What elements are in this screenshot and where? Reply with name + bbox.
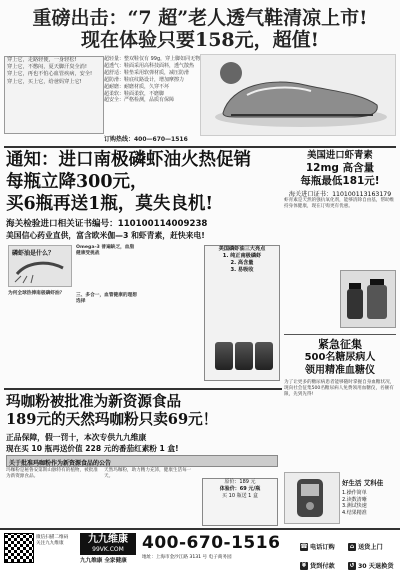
phone-icon: ☎ [300, 543, 308, 550]
krill-column-c [76, 293, 138, 306]
krill-photo [8, 245, 72, 287]
maca-column-b [104, 468, 196, 480]
service-badge-label: 电话订购 [310, 544, 335, 551]
krill-product-point: 1. 纯正南极磷虾 [222, 253, 262, 259]
service-badge-cod [300, 562, 348, 572]
service-badge-delivery [348, 543, 396, 553]
krill-oil-offer-line: 买6瓶再送1瓶，莫失良机! [6, 194, 214, 214]
shoe-order-phone: 订购热线：400—670—1516 [104, 136, 188, 143]
qr-caption-line: 关注九九维康 [36, 541, 64, 546]
feature-item: 超耐磨：耐磨材质，久穿不坏 [104, 83, 170, 90]
feature-item: 超轻量：整双鞋仅有 99g，穿上脚如同无物 [104, 56, 201, 62]
krill-column-c-heading: 三、多合一，血管健康的理想选择 [76, 293, 137, 305]
verse-line: 穿上它，再也不怕心血管疾病，安全! [7, 71, 93, 78]
krill-product-box-heading: 美国磷虾油三大亮点 [218, 246, 266, 252]
qr-code[interactable] [4, 533, 34, 563]
glucose-meter-subtitle: 500名糖尿病人 [304, 352, 376, 363]
astaxanthin-certificate: 海关进口证书：110100113163179 [288, 191, 392, 198]
service-badge-label: 30 天退换货 [358, 563, 394, 570]
maca-column-b-text: 天然玛咖粉，助力精力充沛，健康生活每一天。 [104, 468, 192, 480]
service-badge-label: 货到付款 [310, 563, 335, 570]
feature-item: 超透气：鞋面采用高科技面料，透气散热 [104, 62, 195, 69]
maca-body [6, 468, 278, 526]
yuan-icon: ¥ [301, 562, 307, 569]
feature-item: 超柔软：鞋面柔软，不磨脚 [104, 90, 165, 97]
verse-line: 穿上它，走路轻便，一身轻松! [7, 57, 77, 63]
return-icon: ↺ [349, 562, 355, 569]
glucose-meter-illustration [285, 473, 339, 523]
krill-oil-price-line: 每瓶立降300元， [6, 172, 148, 192]
shoe-photo [200, 54, 396, 136]
krill-product-point: 2. 高含量 [230, 260, 254, 266]
krill-column-b-heading: Omega-3 普遍缺乏，血脂健康受挑战 [76, 245, 135, 257]
glucose-meter-title: 紧急征集 [318, 338, 362, 351]
maca-price-box [202, 478, 278, 526]
service-badge-phone [300, 543, 348, 553]
krill-photo-label: 磷虾油是什么？ [12, 250, 55, 257]
glucose-feature-item: 3.测试快速 [342, 503, 367, 509]
shoe-verses-box [4, 56, 104, 134]
astaxanthin-price: 每瓶最低181元! [300, 175, 380, 187]
maca-notice-title: 关于批准玛咖粉作为新资源食品的公告 [9, 460, 112, 467]
glucose-meter-brand: 好生活 艾科佳 [342, 479, 384, 487]
shoe-feature-list [104, 56, 200, 104]
krill-product-point: 3. 易吸收 [230, 267, 254, 273]
verse-line: 穿上它，买上它，给爸妈穿上它! [7, 78, 82, 85]
section-divider [284, 334, 396, 335]
astaxanthin-title: 美国进口虾青素 [307, 150, 373, 161]
shoe-illustration [201, 55, 395, 135]
brand-logo [80, 533, 136, 555]
krill-oil-certificate: 海关检验进口相关证书编号：110100114009238 [6, 219, 208, 229]
order-hotline[interactable]: 400-670-1516 [142, 533, 281, 553]
krill-product-box [204, 245, 280, 381]
brand-logo-name: 九九维康 [88, 534, 128, 545]
krill-column-a [8, 291, 72, 297]
section-divider [4, 388, 282, 390]
krill-bottle [255, 342, 273, 370]
astaxanthin-body-text: 虾青素是天然的强抗氧化剂，能够清除自由基，帮助维持身体健康，现在订购更有优惠。 [284, 198, 395, 210]
glucose-feature-item: 2.读数清晰 [342, 496, 367, 503]
feature-item: 超防滑：鞋底纹路设计，增加摩擦力 [104, 76, 185, 83]
glucose-meter-body [284, 380, 396, 399]
krill-oil-headline: 通知：进口南极磷虾油火热促销 [6, 150, 251, 170]
astaxanthin-dose: 12mg 高含量 [305, 162, 375, 174]
maca-price-line-item: 买 10 瓶送 1 盒 [222, 492, 258, 499]
maca-price-line-item: 原价：189 元 [224, 479, 256, 485]
qr-caption [36, 535, 78, 547]
maca-column-a-text: 玛咖粉是秘鲁安第斯山脉特有的植物，被批准为新资源食品。 [6, 468, 98, 480]
astaxanthin-product-photo [340, 270, 396, 328]
glucose-meter-subtitle-2: 领用精准血糖仪 [305, 365, 375, 376]
brand-slogan: 九九维康 全家健康 [80, 558, 127, 564]
glucose-feature-item: 1.操作简单 [342, 490, 367, 496]
maca-headline: 玛咖粉被批准为新资源食品 [6, 393, 182, 410]
glucose-feature-item: 4.结果精准 [342, 509, 367, 516]
glucose-meter-photo [284, 472, 340, 524]
home-delivery-icon: ⌂ [349, 543, 355, 550]
service-badges [300, 534, 398, 572]
krill-oil-supplier: 美国信心药业直供，富含欧米伽—3 和虾青素，赶快来电! [6, 231, 205, 240]
krill-column-a-heading: 为何全球热捧南极磷虾油？ [8, 291, 65, 296]
section-divider [4, 146, 396, 148]
maca-price-line-item: 体验价：69 元/瓶 [219, 485, 261, 492]
astaxanthin-body [284, 198, 396, 210]
glucose-meter-features [342, 490, 396, 516]
shoe-ad-section [0, 0, 400, 148]
krill-bottle [215, 342, 233, 370]
krill-column-b [76, 245, 138, 258]
krill-oil-body [6, 245, 278, 385]
maca-column-a [6, 468, 98, 480]
service-badge-label: 送货上门 [358, 544, 383, 551]
qr-caption-line: 微信扫描二维码 [36, 535, 69, 540]
krill-bottle [235, 342, 253, 370]
astaxanthin-bottles [341, 271, 395, 327]
feature-item: 超舒适：鞋垫采用软弹材质，减压防滑 [104, 69, 190, 76]
service-badge-return [348, 562, 396, 572]
maca-offer: 现在买 10 瓶再送价值 228 元的番茄红素粉 1 盒! [6, 444, 179, 453]
shoe-ad-headline: 重磅出击：“7 超”老人透气鞋清凉上市! [32, 7, 368, 29]
company-address: 地址：上海市金沙江路 3131 号 电子商务园 [142, 555, 232, 560]
brand-logo-url: 99VK.COM [92, 546, 124, 553]
maca-price-line: 189元的天然玛咖粉只卖69元！ [6, 411, 218, 428]
shoe-ad-price-line: 现在体验只要158元，超值! [80, 29, 319, 51]
maca-notice-bar [6, 455, 278, 467]
maca-guarantee: 正品保障，假一罚十，本次专供九九维康 [6, 433, 147, 442]
glucose-meter-body-text: 为了让更多的糖尿病患者能够随时掌握自身血糖状况，现向社会征集500名糖尿病人免费领用血糖仪，名额有限，先到先得! [284, 380, 395, 398]
feature-item: 超安全：严格检测，品质有保障 [104, 97, 175, 104]
verse-line: 穿上它，不憋闷，夏天脚汗臭全消! [7, 64, 87, 71]
footer [0, 528, 400, 570]
